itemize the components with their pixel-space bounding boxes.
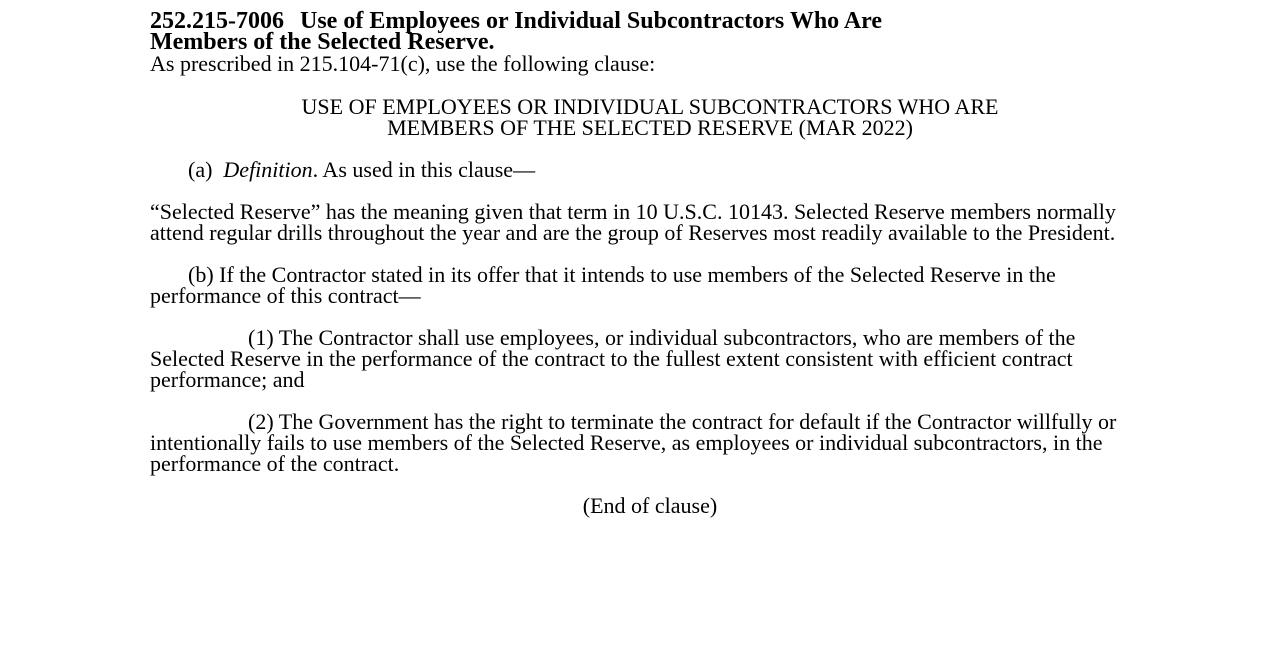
section-title-line1: Use of Employees or Individual Subcontractors Who Are <box>300 8 883 34</box>
selected-reserve-definition: “Selected Reserve” has the meaning given that term in 10 U.S.C. 10143. Selected Reserve members normally attend regular drills throughout the year and are the group of Reserves most readily available to the President. <box>150 199 1116 245</box>
prescription-text: As prescribed in 215.104-71(c), use the following clause: <box>150 51 656 76</box>
paragraph-b: (b) If the Contractor stated in its offer that it intends to use members of the Selected Reserve in the performance of this contract— <box>150 262 1056 308</box>
document-page <box>150 8 1150 518</box>
paragraph-a <box>150 159 1150 180</box>
paragraph-1: (1) The Contractor shall use employees, or individual subcontractors, who are members of the Selected Reserve in the performance of the contract to the fullest extent consistent with efficient contract performance; and <box>150 325 1076 392</box>
paragraph-a-marker: (a) <box>188 157 213 182</box>
definition-term: Definition <box>223 157 313 182</box>
clause-title <box>150 96 1150 138</box>
section-heading <box>150 8 1150 55</box>
section-number: 252.215-7006 <box>150 8 284 34</box>
end-of-clause: (End of clause) <box>582 493 718 518</box>
paragraph-a-rest: . As used in this clause— <box>312 157 536 182</box>
clause-title-line2: MEMBERS OF THE SELECTED RESERVE (MAR 2022) <box>387 115 913 140</box>
section-title-line2: Members of the Selected Reserve. <box>150 29 495 55</box>
paragraph-2: (2) The Government has the right to terminate the contract for default if the Contractor willfully or intentionally fails to use members of the Selected Reserve, as employees or individual subcontractors, in the performance of the contract. <box>150 409 1117 476</box>
clause-title-line1: USE OF EMPLOYEES OR INDIVIDUAL SUBCONTRACTORS WHO ARE <box>301 94 999 119</box>
